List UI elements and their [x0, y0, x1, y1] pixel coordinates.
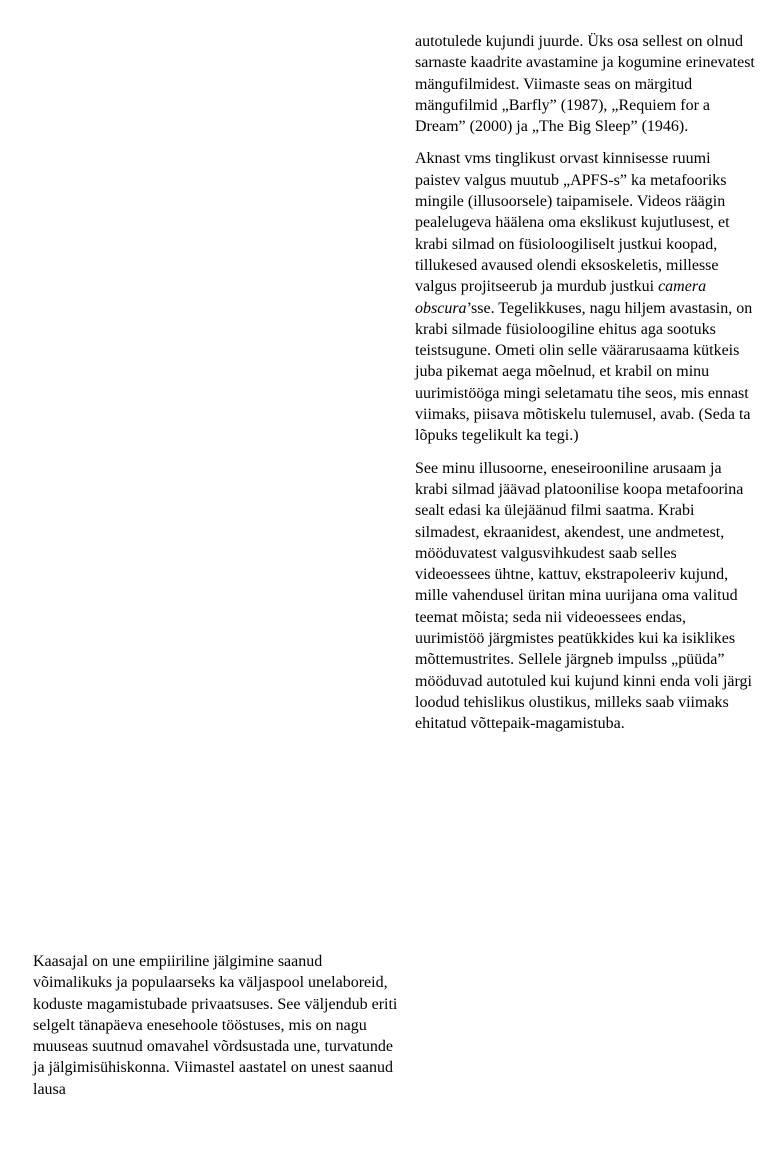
paragraph	[415, 148, 756, 446]
right-text-column	[415, 31, 756, 735]
paragraph-text: ’sse. Tegelikkuses, nagu hiljem avastasin, on krabi silmade füsioloogiline ehitus aga sootuks teistsugune. Ometi olin selle väärarusaama kütkeis juba pikemat aega mõelnud, et krabil on minu uurimistööga mingi seletamatu tihe seos, mis ennast viimaks, piisava mõtiskelu tulemusel, avab. (Seda ta lõpuks tegelikult ka tegi.)	[415, 299, 753, 445]
paragraph-text: autotulede kujundi juurde. Üks osa sellest on olnud sarnaste kaadrite avastamine ja kogumine erinevatest mängufilmidest. Viimaste seas on märgitud mängufilmid „Barfly” (1987), „Requiem for a Dream” (2000) ja „The Big Sleep” (1946).	[415, 33, 755, 136]
italic-phrase: camera obscura	[415, 278, 707, 317]
paragraph-text: Kaasajal on une empiiriline jälgimine saanud võimalikuks ja populaarseks ka väljaspool unelaboreid, koduste magamistubade privaatsuses. See väljendub eriti selgelt tänapäeva enesehoole tööstuses, mis on nagu muuseas suutnud omavahel võrdsustada une, turvatunde ja jälgimisühiskonna. Viimastel aastatel on unest saanud lausa	[33, 953, 398, 1098]
paragraph-text: See minu illusoorne, eneseirooniline arusaam ja krabi silmad jäävad platoonilise koopa metafoorina sealt edasi ka ülejäänud filmi saatma. Krabi silmadest, ekraanidest, akendest, une andmetest, mööduvatest valgusvihkudest saab selles videoessees ühtne, kattuv, ekstrapoleeriv kujund, mille vahendusel üritan mina uurijana oma valitud teemat mõista; seda nii videoessees endas, uurimistöö järgmistes peatükkides kui ka isiklikes mõttemustrites. Sellele järgneb impulss „püüda” mööduvad autotuled kui kujund kinni enda voli järgi loodud tehislikus olustikus, milleks saab viimaks ehitatud võttepaik-magamistuba.	[415, 459, 752, 733]
left-text-column	[33, 951, 405, 1100]
paragraph	[33, 951, 405, 1100]
paragraph	[415, 31, 756, 137]
paragraph	[415, 458, 756, 735]
paragraph-text: Aknast vms tinglikust orvast kinnisesse ruumi paistev valgus muutub „APFS-s” ka metafooriks mingile (illusoorsele) taipamisele. Videos räägin pealelugeva häälena oma ekslikust kujutlusest, et krabi silmad on füsioloogiliselt justkui koopad, tillukesed avaused olendi eksoskeletis, millesse valgus projitseerub ja murdub justkui	[415, 150, 730, 296]
